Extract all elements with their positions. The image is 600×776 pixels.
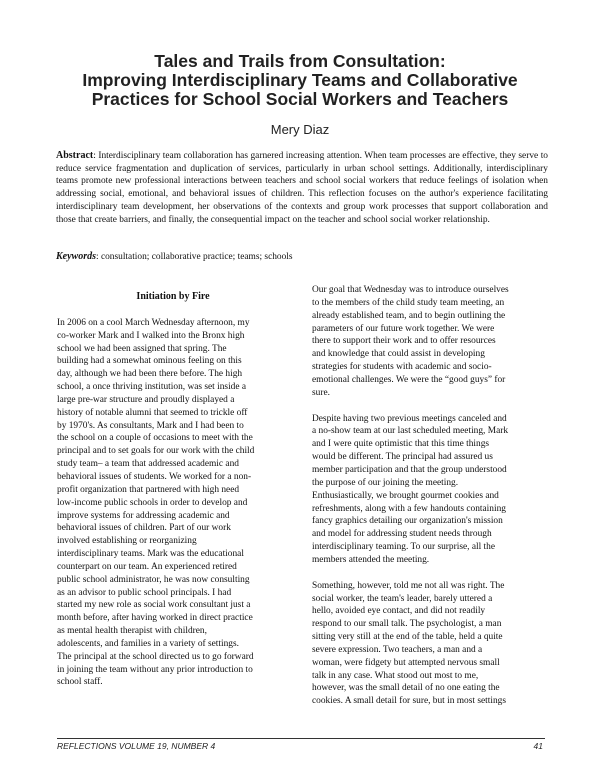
text-line: school we had been assigned that spring. The [57,343,227,354]
text-line: month before, after having worked in direct practice [57,613,253,624]
text-line: to the members of the child study team meeting, an [312,297,505,308]
left-paragraph [57,317,289,689]
text-line: and knowledge that could assist in developing [312,349,485,360]
text-line: strategies for students with academic and socio- [312,362,492,373]
section-heading: Initiation by Fire [136,291,210,302]
author-name: Mery Diaz [270,122,330,137]
text-line: principal and to set goals for our work with the child [57,446,255,457]
text-line: study team– a team that addressed academic and [57,459,239,470]
text-line: In 2006 on a cool March Wednesday afternoon, my [57,317,250,328]
abstract-label: Abstract [56,150,94,161]
right-column [312,284,544,708]
text-line: as mental health therapist with children, [57,626,207,637]
page-number: 41 [533,741,543,751]
title-line: Improving Interdisciplinary Teams and Collaborative [82,70,518,90]
text-line: member participation and that the group understood [312,464,507,475]
text-line: counterpart on our team. An experienced retired [57,561,237,572]
text-line: as an advisor to public school principals. I had [57,587,232,598]
text-line: behavioral issues of children. Part of our work [57,523,231,534]
text-line: woman, were fidgety but attempted nervous small [312,657,500,668]
article-title [40,52,560,109]
right-paragraph-3 [312,580,544,708]
text-line: public school administrator, he was now consulting [57,574,250,585]
text-line: Our goal that Wednesday was to introduce ourselves [312,285,509,295]
text-line: a no-show team at our last scheduled meeting, Mark [312,426,509,437]
text-line: would be different. The principal had assured us [312,452,493,463]
text-line: behavioral issues of students. We worked for a non- [57,471,252,482]
text-line: Enthusiastically, we brought gourmet cookies and [312,490,499,501]
text-line: interdisciplinary teaming. To our surprise, all the [312,542,495,553]
text-line: history of notable alumni that seemed to trickle off [57,407,248,418]
journal-name: REFLECTIONS VOLUME 19, NUMBER 4 [57,741,216,751]
text-line: interdisciplinary teams. Mark was the educational [57,549,244,560]
title-line: Tales and Trails from Consultation: [154,51,446,71]
text-line: the purpose of our joining the meeting. [312,477,459,488]
text-line: and model for addressing student needs through [312,529,492,540]
text-line: school staff. [57,677,103,688]
text-line: talk in any case. What stood out most to me, [312,670,479,681]
keywords [56,251,548,264]
right-paragraph-1 [312,284,544,400]
text-line: involved establishing or reorganizing [57,536,197,547]
text-line: low-income public schools in order to develop and [57,497,248,508]
text-line: started my new role as social work consultant just a [57,600,251,611]
text-line: The principal at the school directed us to go forward [57,651,254,662]
text-line: however, was the small detail of no one eating the [312,683,500,694]
text-line: refreshments, along with a few handouts containing [312,503,506,514]
text-line: improve systems for addressing academic and [57,510,230,521]
page-footer [57,738,545,751]
abstract-text: : Interdisciplinary team collaboration has garnered increasing attention. When team processes are effective, they serve to reduce service fragmentation and duplication of services, particularly in urban school settings. Additionally, interdisciplinary teams promote new professional interactions between teachers and school social workers that reduce feelings of isolation when addressing social, emotional, and behavioral issues of children. This reflection focuses on the author's experience facilitating interdisciplinary team development, her observations of the contexts and group work processes that support collaboration and those that create barriers, and finally, the consequential impact on the teacher and school social worker relationship. [56,151,548,225]
text-line: sure. [312,387,330,398]
text-line: respond to our small talk. The psychologist, a man [312,619,502,630]
text-line: social worker, the team's leader, barely uttered a [312,593,493,604]
text-line: already established team, and to begin outlining the [312,310,506,321]
text-line: fancy graphics detailing our organization's mission [312,516,503,527]
text-line: emotional challenges. We were the “good guys” for [312,374,506,385]
right-paragraph-2 [312,413,544,567]
left-column [57,286,289,689]
keywords-label: Keywords [56,251,96,262]
text-line: members attended the meeting. [312,554,430,565]
text-line: cookies. A small detail for sure, but in most settings [312,696,506,707]
text-line: building had a somewhat ominous feeling on this [57,356,242,367]
text-line: adolescents, and families in a variety of settings. [57,638,239,649]
text-line: large pre-war structure and proudly displayed a [57,394,235,405]
text-line: by 1970's. As consultants, Mark and I had been to [57,420,244,431]
title-line: Practices for School Social Workers and Teachers [91,89,509,109]
abstract [56,150,548,226]
text-line: co-worker Mark and I walked into the Bronx high [57,330,245,341]
text-line: Despite having two previous meetings canceled and [312,413,507,424]
text-line: hello, avoided eye contact, and did not readily [312,606,486,617]
text-line: Something, however, told me not all was right. The [312,580,505,591]
text-line: parameters of our future work together. We were [312,323,495,334]
text-line: sitting very still at the end of the table, held a quite [312,632,503,643]
text-line: there to support their work and to offer resources [312,336,496,347]
text-line: day, although we had been there before. The high [57,369,243,380]
text-line: profit organization that partnered with high need [57,484,240,495]
text-line: school, a once thriving institution, was set inside a [57,382,247,393]
text-line: severe expression. Two teachers, a man and a [312,644,483,655]
text-line: the school on a couple of occasions to meet with the [57,433,253,444]
keywords-text: : consultation; collaborative practice; teams; schools [96,252,293,262]
text-line: and I were quite optimistic that this time things [312,439,490,450]
text-line: in joining the team without any prior introduction to [57,664,253,675]
